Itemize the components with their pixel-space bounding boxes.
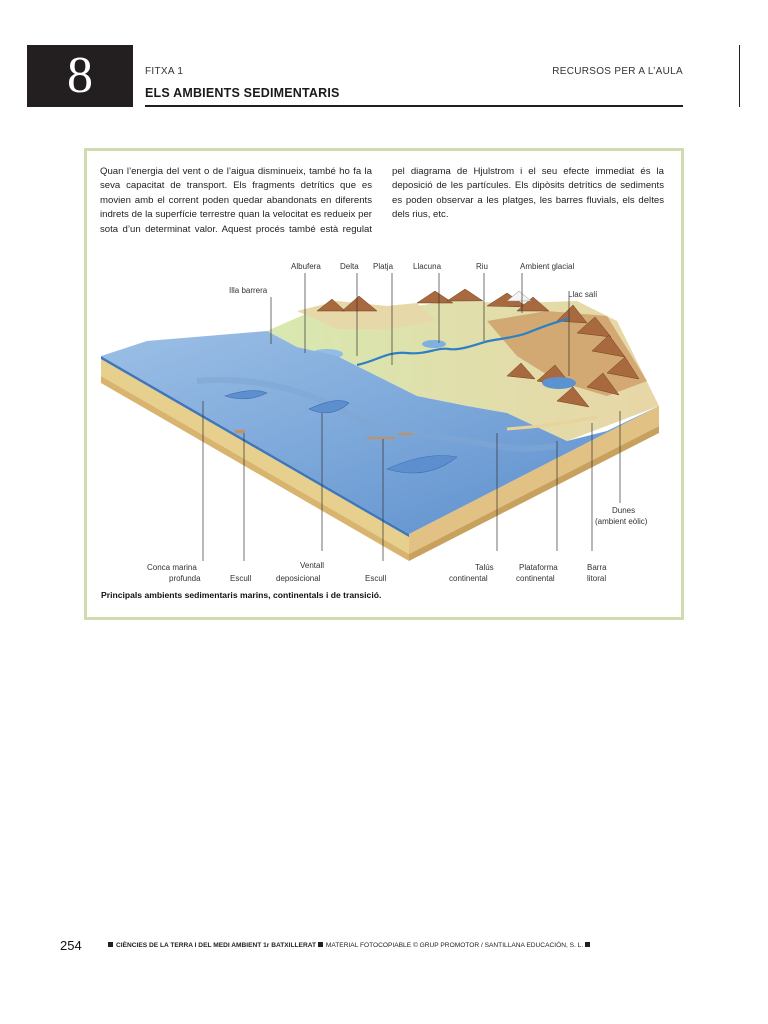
label-llacuna: Llacuna bbox=[413, 262, 442, 271]
fitxa-label: FITXA 1 bbox=[145, 66, 184, 77]
label-barra: Barra bbox=[587, 563, 607, 572]
title-rule bbox=[145, 105, 683, 107]
square-bullet-icon bbox=[585, 942, 590, 947]
label-talus: Talús bbox=[475, 563, 494, 572]
label-talus-continental: continental bbox=[449, 574, 488, 583]
label-platja: Platja bbox=[373, 262, 394, 271]
figure-caption: Principals ambients sedimentaris marins, continentals i de transició. bbox=[101, 590, 382, 600]
label-riu: Riu bbox=[476, 262, 489, 271]
label-illa-barrera: Illa barrera bbox=[229, 286, 268, 295]
label-deposicional: deposicional bbox=[276, 574, 321, 583]
square-bullet-icon bbox=[108, 942, 113, 947]
label-ventall: Ventall bbox=[300, 561, 325, 570]
label-profunda: profunda bbox=[169, 574, 201, 583]
content-frame bbox=[84, 148, 684, 620]
page-edge-line bbox=[739, 45, 740, 107]
footer-book-title: CIÈNCIES DE LA TERRA I DEL MEDI AMBIENT 1r BATXILLERAT bbox=[116, 942, 317, 949]
label-escull-1: Escull bbox=[230, 574, 252, 583]
label-ambient-glacial: Ambient glacial bbox=[520, 262, 575, 271]
footer-copyright: MATERIAL FOTOCOPIABLE © GRUP PROMOTOR / SANTILLANA EDUCACIÓN, S. L. bbox=[325, 942, 584, 949]
lagoon bbox=[422, 340, 446, 348]
page-title: ELS AMBIENTS SEDIMENTARIS bbox=[145, 86, 340, 100]
section-label: RECURSOS PER A L’AULA bbox=[552, 66, 683, 77]
label-escull-2: Escull bbox=[365, 574, 387, 583]
salt-lake bbox=[542, 377, 576, 389]
footer-text bbox=[108, 942, 593, 949]
page-footer bbox=[60, 938, 700, 954]
label-dunes: Dunes bbox=[612, 506, 636, 515]
label-plataforma: Plataforma bbox=[519, 563, 558, 572]
label-ambient-eolic: (ambient eòlic) bbox=[595, 517, 648, 526]
label-litoral: litoral bbox=[587, 574, 607, 583]
square-bullet-icon bbox=[318, 942, 323, 947]
label-llac-sali: Llac salí bbox=[568, 290, 598, 299]
chapter-number: 8 bbox=[27, 45, 133, 107]
label-delta: Delta bbox=[340, 262, 359, 271]
label-conca-marina: Conca marina bbox=[147, 563, 197, 572]
page-number: 254 bbox=[60, 938, 82, 953]
intro-text: Quan l’energia del vent o de l’aigua disminueix, també ho fa la seva capacitat de transport. Els fragments detrítics que es movien amb el corrent poden quedar abandonats en diferents indrets de la superfície terrestre quan la velocitat es redueix per sota d’un determinat valor. Aquest procés també està regulat pel diagrama de Hjulstrom i el seu efecte immediat és la deposició de les partícules. Els dipòsits detrítics de sediments es poden observar a les platges, les barres fluvials, els deltes dels rius, etc. bbox=[100, 166, 664, 235]
label-plataforma-continental: continental bbox=[516, 574, 555, 583]
label-albufera: Albufera bbox=[291, 262, 321, 271]
sedimentary-environments-diagram bbox=[87, 151, 681, 617]
